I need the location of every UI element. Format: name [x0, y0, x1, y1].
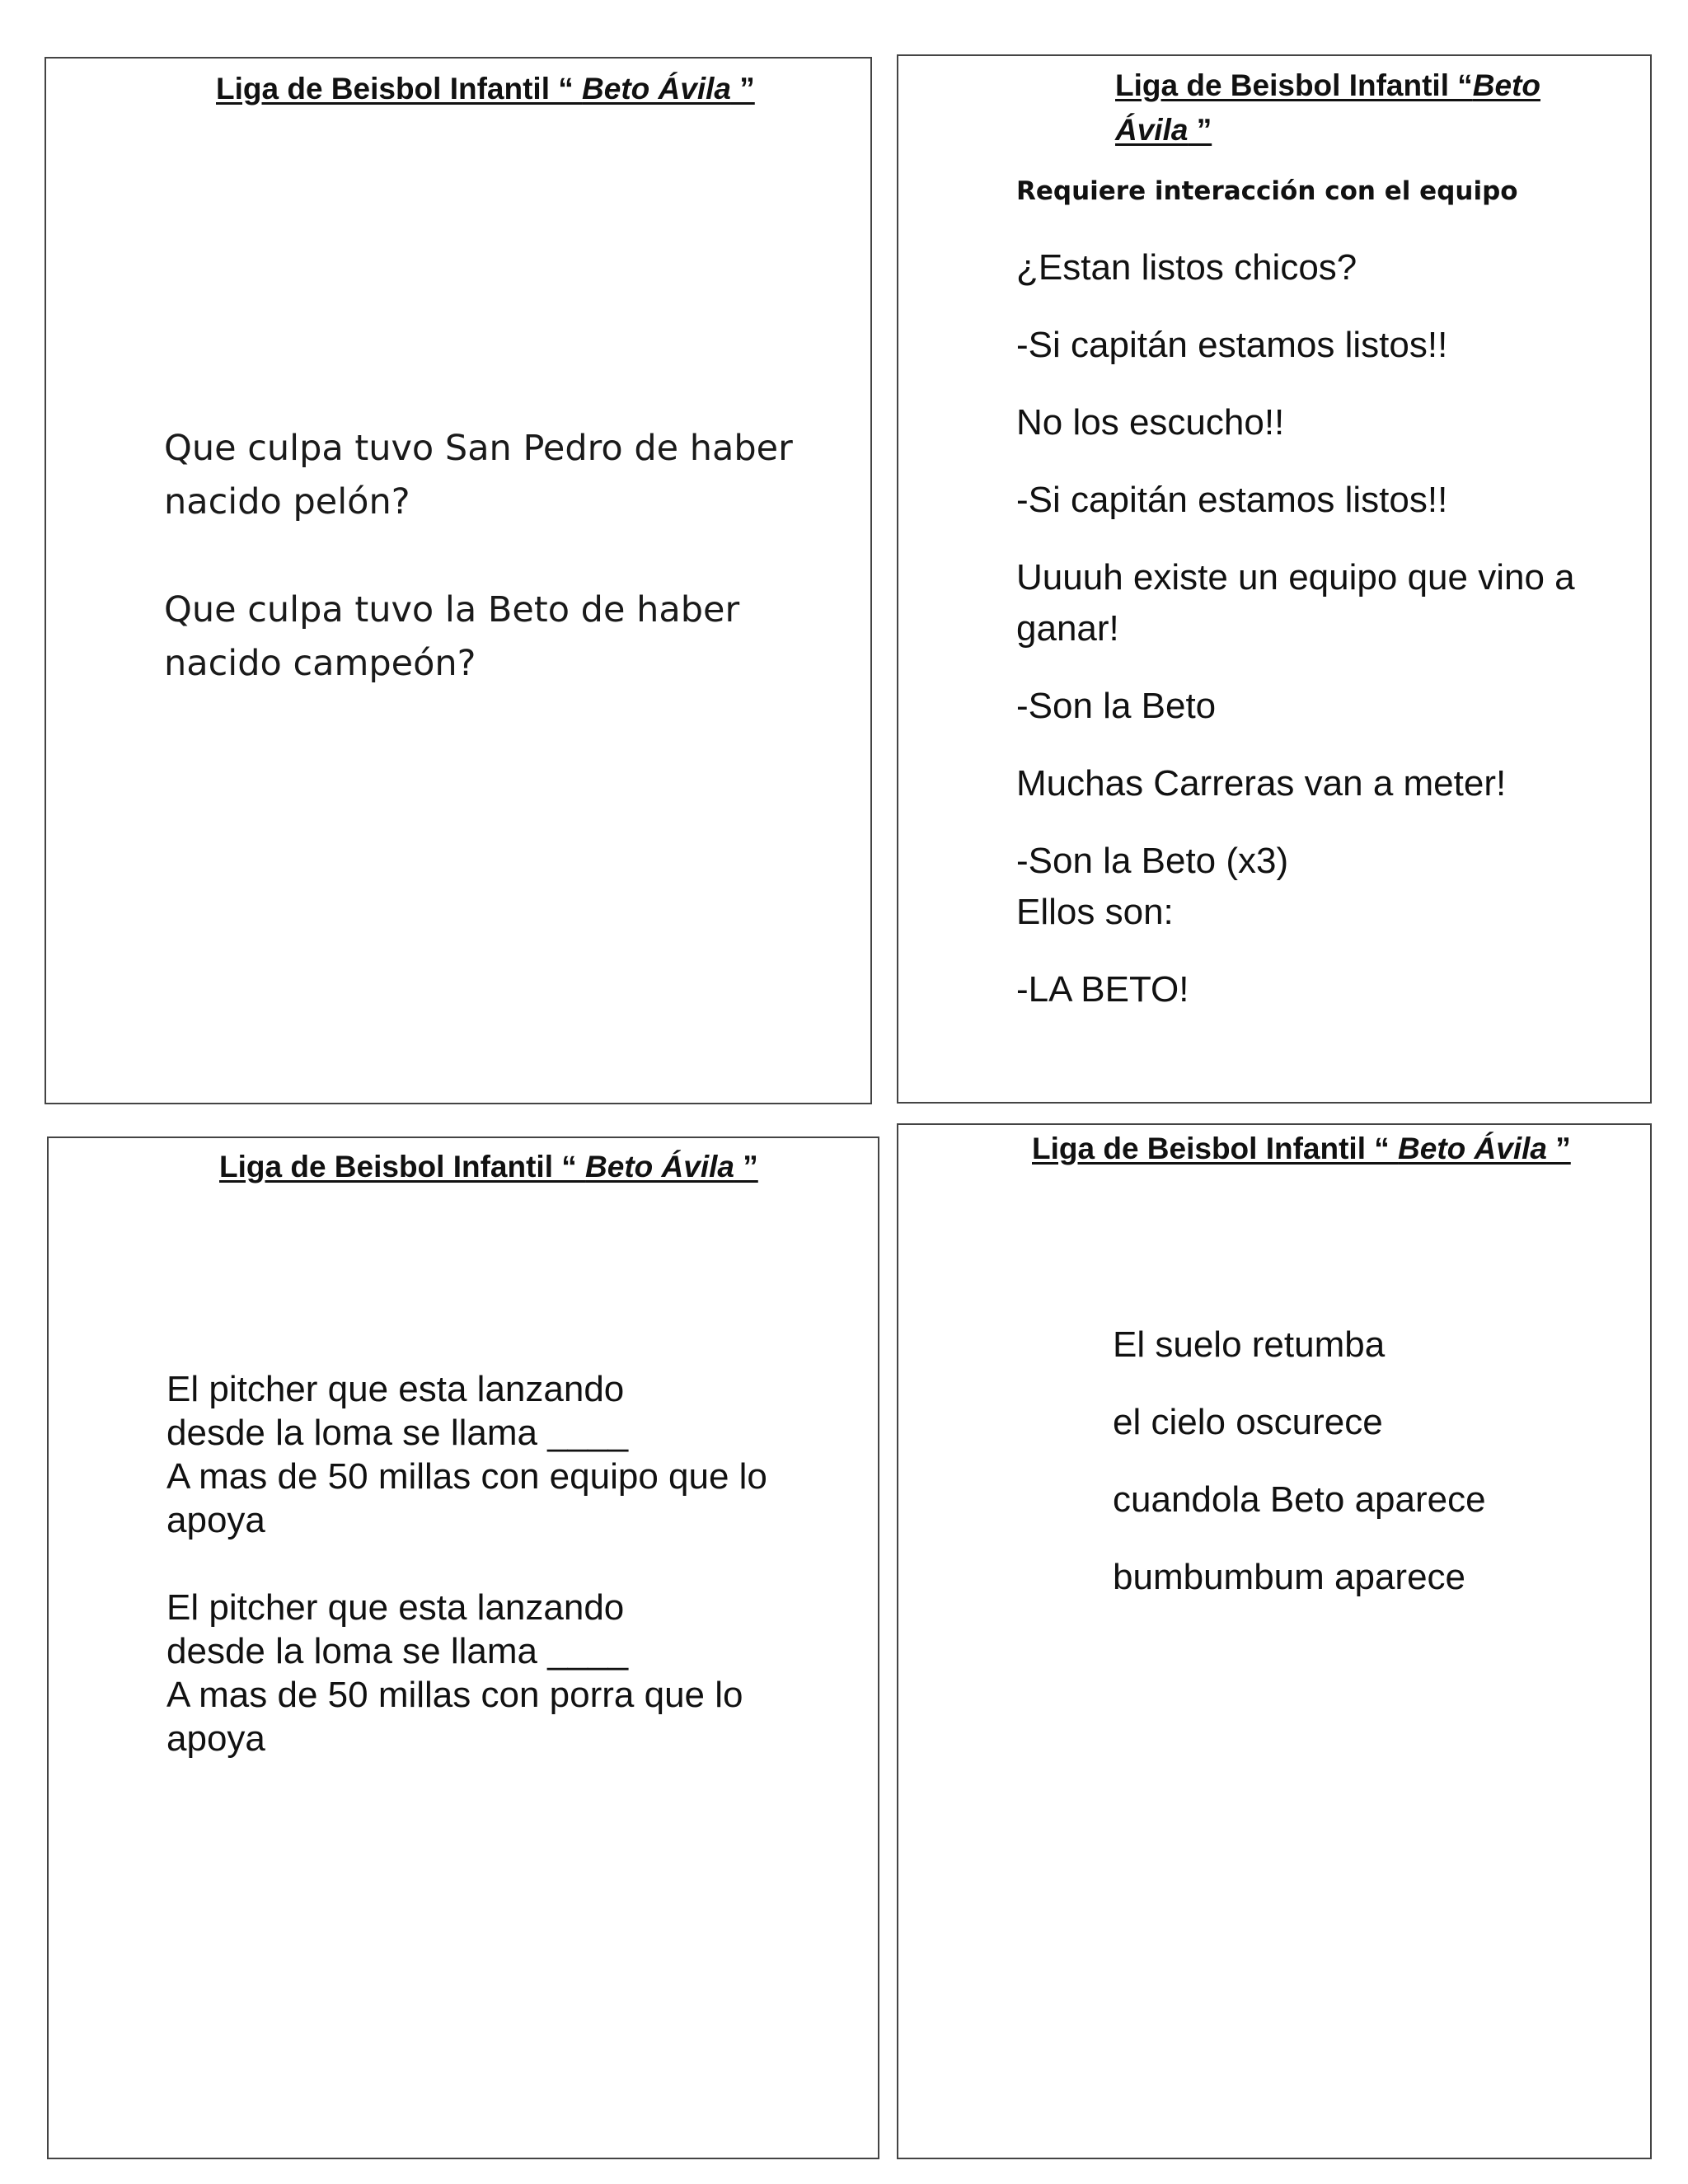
chant-lines: [1113, 1320, 1624, 1630]
chant-verse: El pitcher que esta lanzando desde la loma se llama ____ A mas de 50 millas con porra que lo apoya: [166, 1587, 743, 1759]
card-title: Liga de Beisbol Infantil “ Beto Ávila ”: [219, 1150, 758, 1183]
card-title: Liga de Beisbol Infantil “ Beto Ávila ”: [1032, 1132, 1571, 1165]
chant-line: ¿Estan listos chicos?: [1016, 247, 1357, 288]
chant-line: Uuuuh existe un equipo que vino a ganar!: [1016, 557, 1575, 649]
card-title: Liga de Beisbol Infantil “Beto Ávila ”: [1115, 68, 1540, 147]
chant-line: -Son la Beto (x3) Ellos son:: [1016, 841, 1289, 932]
chant-line: el cielo oscurece: [1113, 1402, 1383, 1442]
chant-card-1: [45, 57, 872, 1104]
chant-verse: El pitcher que esta lanzando desde la loma se llama ____ A mas de 50 millas con equipo que lo apoya: [166, 1369, 767, 1540]
chant-card-2: [897, 54, 1652, 1104]
chant-lines: [1016, 242, 1634, 1042]
chant-line: El suelo retumba: [1113, 1324, 1386, 1365]
chant-card-4: [897, 1123, 1652, 2159]
chant-line: Muchas Carreras van a meter!: [1016, 763, 1507, 804]
chant-line: cuandola Beto aparece: [1113, 1479, 1486, 1520]
chant-paragraph: Que culpa tuvo San Pedro de haber nacido pelón?: [164, 428, 793, 523]
chant-line: bumbumbum aparece: [1113, 1557, 1466, 1597]
interaction-note: Requiere interacción con el equipo: [1016, 176, 1518, 206]
chant-line: -Si capitán estamos listos!!: [1016, 325, 1448, 365]
card-title: Liga de Beisbol Infantil “ Beto Ávila ”: [216, 72, 755, 105]
chant-line: -Son la Beto: [1016, 686, 1217, 726]
chant-card-3: [47, 1137, 879, 2159]
chant-paragraph: Que culpa tuvo la Beto de haber nacido campeón?: [164, 589, 740, 684]
chant-line: -Si capitán estamos listos!!: [1016, 480, 1448, 520]
chant-line: No los escucho!!: [1016, 402, 1285, 443]
chant-line: -LA BETO!: [1016, 969, 1189, 1010]
